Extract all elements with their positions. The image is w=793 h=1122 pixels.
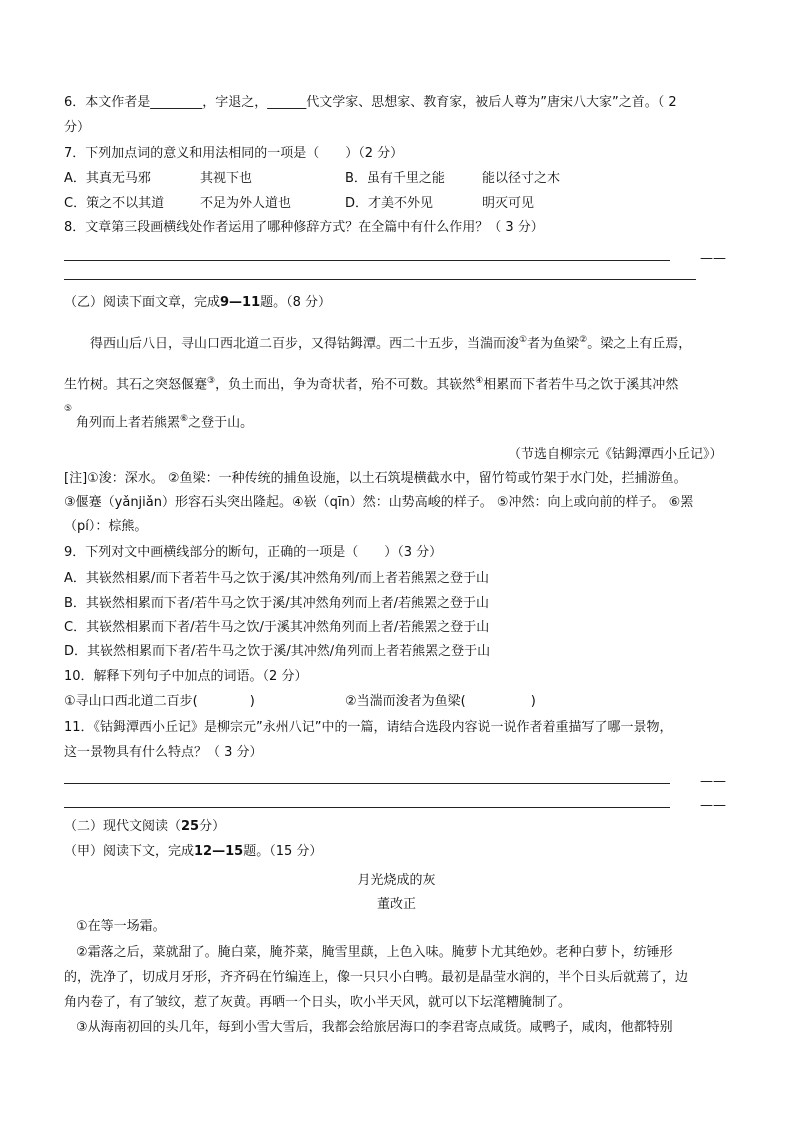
note-line2: ③偃蹇（yǎnjiǎn）形容石头突出隆起。④嵚（qīn）然：山势高峻的样子。 ⑤冲然：向上或向前的样子。 ⑥罴: [64, 495, 694, 510]
q10-stem: 10．解释下列句子中加点的词语。（2 分）: [64, 669, 308, 684]
q9-option-b: B．其嵚然相累而下者/若牛马之饮于溪/其冲然角列而上者/若熊罴之登于山: [64, 596, 490, 611]
q7-option-c-1: C．策之不以其道: [64, 196, 165, 211]
passage-source: （节选自柳宗元《钴鉧潭西小丘记》）: [508, 447, 723, 462]
answer-line: [64, 279, 696, 280]
q7-option-a-2: 其视下也: [200, 171, 253, 186]
q7-option-d-1: D．才美不外见: [345, 196, 434, 211]
answer-line-tail: ——: [700, 251, 726, 266]
q9-option-a: A．其嵚然相累/而下者若牛马之饮于溪/其冲然角列/而上者若熊罴之登于山: [64, 571, 490, 586]
article-para2-line1: ②霜落之后，菜就甜了。腌白菜，腌芥菜，腌雪里蕻，上色入味。腌萝卜尤其绝妙。老种白萝卜，纺锤形: [76, 945, 673, 960]
note-line3: （pí）：棕熊。: [64, 519, 148, 534]
q6-line2: 分）: [64, 120, 91, 135]
answer-line-tail: ——: [700, 798, 726, 813]
article-para3-line1: ③从海南初回的头几年，每到小雪大雪后，我都会给旅居海口的李君寄点咸货。咸鸭子，咸肉，他都特别: [76, 1020, 673, 1035]
passage-marker-5: ⑤: [64, 404, 73, 414]
q6-line1: 6．本文作者是________，字退之，______代文学家、思想家、教育家，被后人尊为”唐宋八大家”之首。（ 2: [64, 95, 677, 110]
section-jia-heading: （甲）阅读下文，完成12—15题。（15 分）: [64, 844, 323, 859]
q7-stem: 7．下列加点词的意义和用法相同的一项是（ ）（2 分）: [64, 146, 404, 161]
note-line1: [注]①浚：深水。 ②鱼梁：一种传统的捕鱼设施，以土石筑堤横截水中，留竹笱或竹架于水门处，拦捕游鱼。: [64, 471, 687, 486]
passage-line1: 得西山后八日，寻山口西北道二百步，又得钴鉧潭。西二十五步，当湍而浚①者为鱼梁②。梁之上有丘焉，: [90, 335, 692, 352]
q7-option-d-2: 明灭可见: [482, 196, 535, 211]
q8-stem: 8．文章第三段画横线处作者运用了哪种修辞方式？在全篇中有什么作用？（ 3 分）: [64, 220, 544, 235]
section-yi-heading: （乙）阅读下面文章，完成9—11题。（8 分）: [64, 295, 332, 310]
q9-option-d: D．其嵚然相累而下者/若牛马之饮于溪/其冲然/角列而上者若熊罴之登于山: [64, 644, 491, 659]
passage-line2: 生竹树。其石之突怒偃蹇③，负土而出，争为奇状者，殆不可数。其嵚然④相累而下者若牛马之饮于溪其冲然: [64, 376, 679, 393]
q11-line2: 这一景物具有什么特点？（ 3 分）: [64, 745, 263, 760]
q10-item-2: ②当湍而浚者为鱼梁( ): [345, 694, 536, 709]
q9-stem: 9．下列对文中画横线部分的断句，正确的一项是（ ）（3 分）: [64, 545, 443, 560]
q10-item-1: ①寻山口西北道二百步( ): [64, 694, 255, 709]
passage-line3: 角列而上者若熊罴⑥之登于山。: [76, 414, 254, 431]
article-author: 董改正: [376, 897, 416, 912]
q9-option-c: C．其嵚然相累而下者/若牛马之饮/于溪其冲然角列而上者/若熊罴之登于山: [64, 620, 490, 635]
answer-line: [64, 260, 670, 261]
q7-option-b-2: 能以径寸之木: [482, 171, 561, 186]
section-two-heading: （二）现代文阅读（25分）: [64, 819, 226, 834]
answer-line: [64, 807, 670, 808]
answer-line-tail: ——: [700, 774, 726, 789]
article-para2-line3: 角内卷了，有了皱纹，惹了灰黄。再晒一个日头，吹小半天风，就可以下坛滗糟腌制了。: [64, 995, 572, 1010]
article-para1: ①在等一场霜。: [76, 919, 166, 934]
article-title: 月光烧成的灰: [357, 873, 436, 888]
q7-option-a-1: A．其真无马邪: [64, 171, 151, 186]
q11-line1: 11．《钴鉧潭西小丘记》是柳宗元”永州八记”中的一篇，请结合选段内容说一说作者着重描写了哪一景物，: [64, 720, 673, 735]
article-para2-line2: 的，洗净了，切成月牙形，齐齐码在竹编连上，像一只只小白鸭。最初是晶莹水润的，半个日头后就蔫了，边: [64, 970, 689, 985]
q7-option-c-2: 不足为外人道也: [200, 196, 292, 211]
q7-option-b-1: B．虽有千里之能: [345, 171, 445, 186]
answer-line: [64, 783, 670, 784]
